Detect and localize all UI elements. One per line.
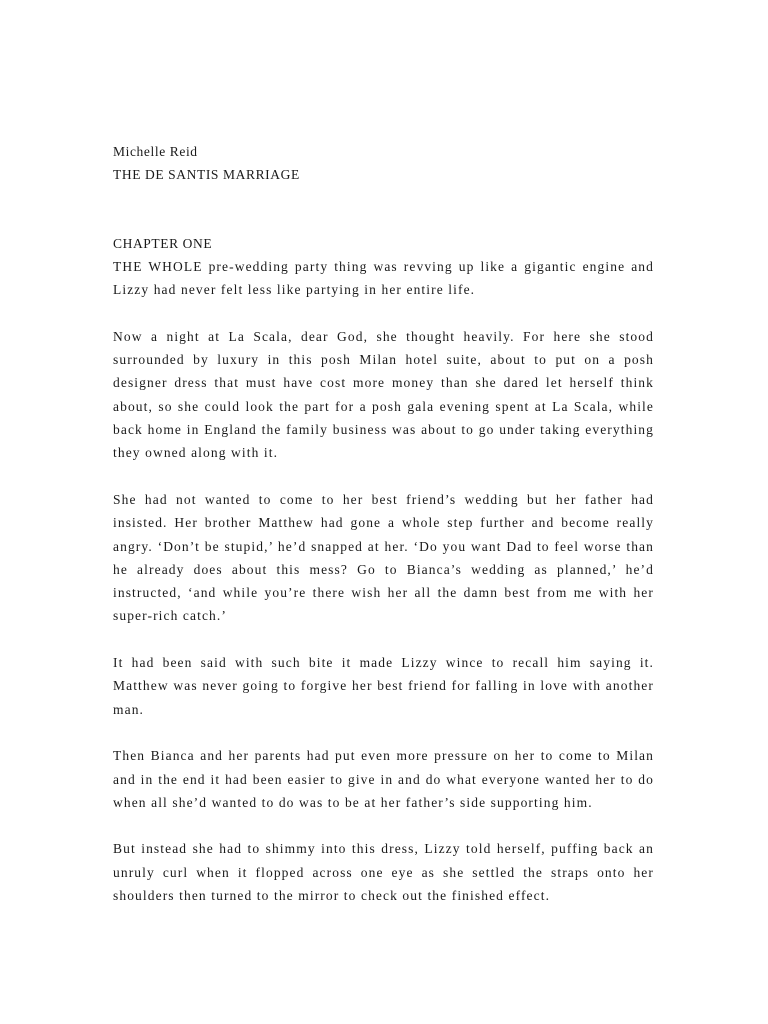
paragraph-1: THE WHOLE pre-wedding party thing was revving up like a gigantic engine and Lizzy had never felt less like partying in her entire life. [113, 259, 654, 298]
author-name: Michelle Reid [113, 144, 198, 159]
paragraph-2: Now a night at La Scala, dear God, she thought heavily. For here she stood surrounded by luxury in this posh Milan hotel suite, about to put on a posh designer dress that must have cost more money than she dared let herself think about, so she could look the part for a posh gala evening spent at La Scala, while back home in England the family business was about to go under taking everything they owned along with it. [113, 328, 654, 461]
book-title: THE DE SANTIS MARRIAGE [113, 167, 300, 182]
paragraph-3: She had not wanted to come to her best friend’s wedding but her father had insisted. Her brother Matthew had gone a whole step further and become really angry. ‘Don’t be stupid,’ he’d snapped at her. ‘Do you want Dad to feel worse than he already does about this mess? Go to Bianca’s wedding as planned,’ he’d instructed, ‘and while you’re there wish her all the damn best from me with her super-rich catch.’ [113, 491, 654, 624]
paragraph-5: Then Bianca and her parents had put even more pressure on her to come to Milan and in the end it had been easier to give in and do what everyone wanted her to do when all she’d wanted to do was to be at her father’s side supporting him. [113, 748, 654, 810]
document-page [113, 140, 654, 931]
paragraph-4: It had been said with such bite it made Lizzy wince to recall him saying it. Matthew was never going to forgive her best friend for falling in love with another man. [113, 655, 654, 717]
chapter-title: CHAPTER ONE [113, 236, 213, 251]
paragraph-6: But instead she had to shimmy into this dress, Lizzy told herself, puffing back an unruly curl when it flopped across one eye as she settled the straps onto her shoulders then turned to the mirror to check out the finished effect. [113, 841, 654, 904]
